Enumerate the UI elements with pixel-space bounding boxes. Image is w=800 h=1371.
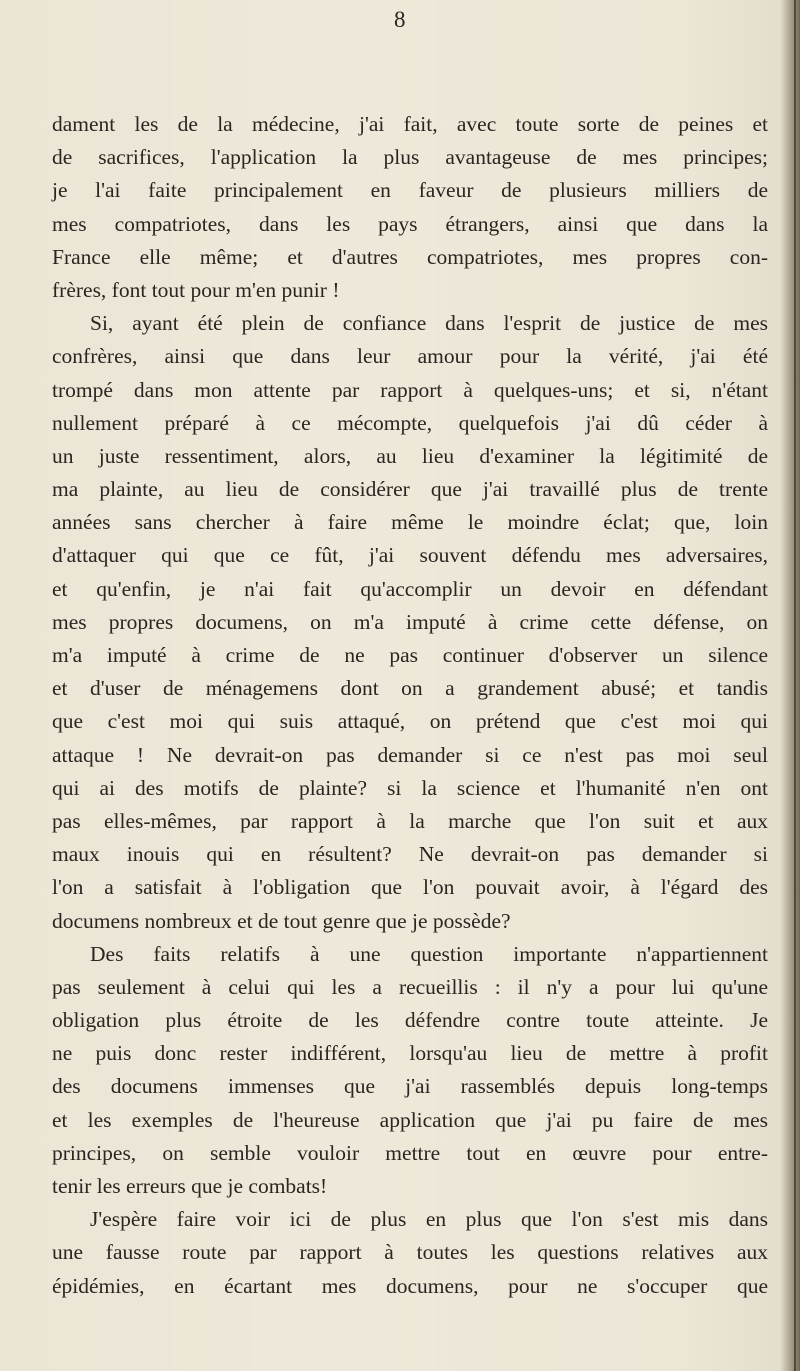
text-line: maux inouis qui en résultent? Ne devrait-on pas demander si [52,842,768,867]
text-line: dament les de la médecine, j'ai fait, avec toute sorte de peines et [52,112,768,136]
page-edge-shadow [780,0,800,1371]
text-line: trompé dans mon attente par rapport à quelques-uns; et si, n'étant [52,377,768,402]
text-line: ne puis donc rester indifférent, lorsqu'au lieu de mettre à profit [52,1041,768,1066]
text-line: J'espère faire voir ici de plus en plus que l'on s'est mis dans [90,1207,768,1232]
text-line: une fausse route par rapport à toutes les questions relatives aux [52,1240,768,1265]
page-number: 8 [394,7,406,32]
text-line: frères, font tout pour m'en punir ! [52,277,340,302]
text-line: France elle même; et d'autres compatriotes, mes propres con- [52,244,768,269]
text-line: mes propres documens, on m'a imputé à crime cette défense, on [52,609,768,634]
text-line: d'attaquer qui que ce fût, j'ai souvent défendu mes adversaires, [52,543,768,568]
text-line: m'a imputé à crime de ne pas continuer d'observer un silence [52,643,768,667]
text-line: épidémies, en écartant mes documens, pour ne s'occuper que [52,1273,768,1298]
text-line: Si, ayant été plein de confiance dans l'esprit de justice de mes [90,311,768,336]
text-line: des documens immenses que j'ai rassemblés depuis long-temps [52,1074,768,1099]
text-line: documens nombreux et de tout genre que je possède? [52,908,511,933]
text-line: mes compatriotes, dans les pays étrangers, ainsi que dans la [52,211,768,236]
text-line: obligation plus étroite de les défendre contre toute atteinte. Je [52,1008,768,1033]
text-line: Des faits relatifs à une question importante n'appartiennent [90,941,768,966]
text-line: nullement préparé à ce mécompte, quelquefois j'ai dû céder à [52,410,768,435]
text-line: confrères, ainsi que dans leur amour pour la vérité, j'ai été [52,344,768,369]
text-line: de sacrifices, l'application la plus avantageuse de mes principes; [52,145,768,170]
text-line: qui ai des motifs de plainte? si la science et l'humanité n'en ont [52,775,768,800]
text-line: et d'user de ménagemens dont on a grandement abusé; et tandis [52,676,768,701]
text-line: tenir les erreurs que je combats! [52,1174,328,1198]
text-line: un juste ressentiment, alors, au lieu d'examiner la légitimité de [52,443,768,468]
text-line: que c'est moi qui suis attaqué, on prétend que c'est moi qui [52,709,768,734]
body-text [52,108,768,1303]
text-line: attaque ! Ne devrait-on pas demander si ce n'est pas moi seul [52,742,768,767]
text-line: ma plainte, au lieu de considérer que j'ai travaillé plus de trente [52,477,768,502]
text-line: et les exemples de l'heureuse application que j'ai pu faire de mes [52,1107,768,1132]
text-line: je l'ai faite principalement en faveur de plusieurs milliers de [52,178,768,203]
text-line: pas elles-mêmes, par rapport à la marche que l'on suit et aux [52,808,768,833]
text-line: pas seulement à celui qui les a recueillis : il n'y a pour lui qu'une [52,974,768,999]
text-line: et qu'enfin, je n'ai fait qu'accomplir un devoir en défendant [52,576,768,601]
text-line: principes, on semble vouloir mettre tout en œuvre pour entre- [52,1140,768,1165]
text-line: années sans chercher à faire même le moindre éclat; que, loin [52,510,768,535]
text-line: l'on a satisfait à l'obligation que l'on pouvait avoir, à l'égard des [52,875,768,900]
